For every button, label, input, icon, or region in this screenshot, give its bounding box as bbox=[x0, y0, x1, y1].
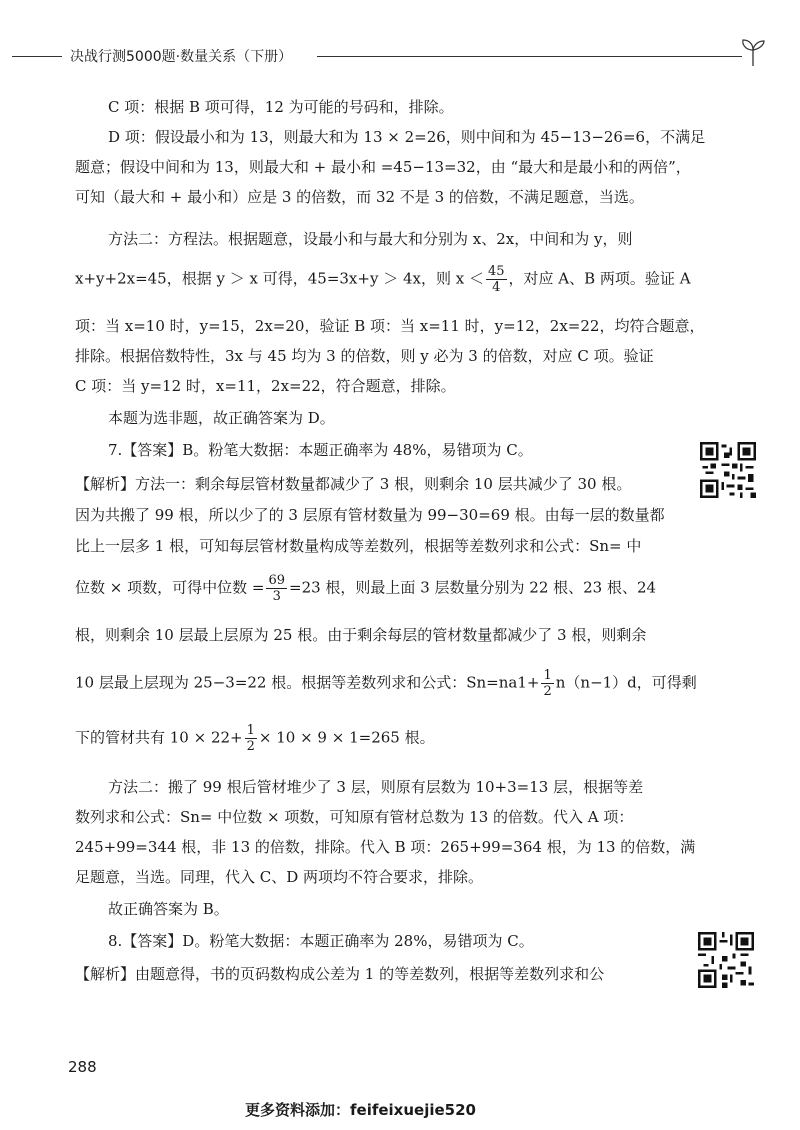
text-line: 足题意，当选。同理，代入 C、D 两项均不符合要求，排除。 bbox=[75, 868, 484, 886]
fraction-numerator: 1 bbox=[246, 723, 255, 738]
text-line: C 项：当 y=12 时，x=11，2x=22，符合题意，排除。 bbox=[75, 377, 456, 395]
fraction-numerator: 45 bbox=[487, 264, 505, 279]
text-segment: 位数 × 项数，可得中位数 = bbox=[75, 578, 265, 597]
fraction-numerator: 1 bbox=[543, 668, 552, 683]
text-segment: n（n−1）d，可得剩 bbox=[555, 673, 697, 692]
text-line: 排除。根据倍数特性，3x 与 45 均为 3 的倍数，则 y 必为 3 的倍数，对应 C 项。验证 bbox=[75, 347, 654, 365]
header-title: 决战行测5000题·数量关系（下册） bbox=[70, 49, 293, 65]
text-segment: x+y+2x=45，根据 y ＞ x 可得，45=3x+y ＞ 4x，则 x ＜ bbox=[75, 269, 484, 288]
text-segment: ，对应 A、B 两项。验证 A bbox=[508, 269, 691, 288]
text-line: 数列求和公式：Sn= 中位数 × 项数，可知原有管材总数为 13 的倍数。代入 A 项： bbox=[75, 808, 634, 826]
header-rule-right bbox=[317, 56, 742, 57]
text-line: 项：当 x=10 时，y=15，2x=20，验证 B 项：当 x=11 时，y=12，2x=22，均符合题意， bbox=[75, 317, 705, 335]
text-line-with-fraction bbox=[75, 264, 691, 295]
fraction-numerator: 69 bbox=[268, 573, 285, 588]
page-number: 288 bbox=[68, 1058, 97, 1076]
text-line-with-fraction bbox=[75, 723, 435, 754]
analysis-line: 【解析】方法一：剩余每层管材数量都减少了 3 根，则剩余 10 层共减少了 30 根。 bbox=[75, 475, 632, 493]
text-line: 因为共搬了 99 根，所以少了的 3 层原有管材数量为 99−30=69 根。由每一层的数量都 bbox=[75, 506, 665, 524]
text-line: D 项：假设最小和为 13，则最大和为 13 × 2=26，则中间和为 45−13−26=6，不满足 bbox=[108, 128, 706, 146]
text-line: 方法二：方程法。根据题意，设最小和与最大和分别为 x、2x，中间和为 y，则 bbox=[108, 230, 633, 248]
footer-note: 更多资料添加：feifeixuejie520 bbox=[245, 1101, 476, 1119]
fraction bbox=[266, 573, 287, 604]
text-line-with-fraction bbox=[75, 668, 697, 699]
text-line: 题意；假设中间和为 13，则最大和 + 最小和 =45−13=32，由 “最大和是最小和的两倍”， bbox=[75, 158, 691, 176]
answer-line: 8.【答案】D。粉笔大数据：本题正确率为 28%，易错项为 C。 bbox=[108, 932, 534, 950]
text-line: 方法二：搬了 99 根后管材堆少了 3 层，则原有层数为 10+3=13 层，根据等差 bbox=[108, 778, 644, 796]
qr-code-icon[interactable] bbox=[698, 932, 754, 988]
fraction bbox=[245, 723, 257, 754]
fraction-denominator: 2 bbox=[543, 684, 552, 699]
text-line-with-fraction bbox=[75, 573, 656, 604]
text-line: 可知（最大和 + 最小和）应是 3 的倍数，而 32 不是 3 的倍数，不满足题意，当选。 bbox=[75, 188, 644, 206]
text-segment: =23 根，则最上面 3 层数量分别为 22 根、23 根、24 bbox=[289, 578, 657, 597]
fraction bbox=[486, 264, 507, 295]
text-line: 本题为选非题，故正确答案为 D。 bbox=[108, 409, 335, 427]
sprout-icon bbox=[739, 38, 767, 68]
header-rule-left bbox=[12, 56, 62, 57]
fraction-denominator: 4 bbox=[492, 280, 501, 295]
text-segment: 下的管材共有 10 × 22+ bbox=[75, 728, 243, 747]
text-line: 比上一层多 1 根，可知每层管材数量构成等差数列，根据等差数列求和公式：Sn= 中 bbox=[75, 537, 642, 555]
text-segment: × 10 × 9 × 1=265 根。 bbox=[258, 728, 435, 747]
fraction bbox=[541, 668, 553, 699]
text-segment: 10 层最上层现为 25−3=22 根。根据等差数列求和公式：Sn=na1+ bbox=[75, 673, 540, 692]
text-line: 245+99=344 根，非 13 的倍数，排除。代入 B 项：265+99=364 根，为 13 的倍数，满 bbox=[75, 838, 696, 856]
fraction-denominator: 2 bbox=[246, 739, 255, 754]
qr-code-icon[interactable] bbox=[700, 442, 756, 498]
text-line: 根，则剩余 10 层最上层原为 25 根。由于剩余每层的管材数量都减少了 3 根，则剩余 bbox=[75, 626, 647, 644]
text-line: C 项：根据 B 项可得，12 为可能的号码和，排除。 bbox=[108, 98, 454, 116]
fraction-denominator: 3 bbox=[272, 589, 281, 604]
analysis-line: 【解析】由题意得，书的页码数构成公差为 1 的等差数列，根据等差数列求和公 bbox=[75, 965, 605, 983]
running-header bbox=[12, 44, 762, 68]
answer-line: 7.【答案】B。粉笔大数据：本题正确率为 48%，易错项为 C。 bbox=[108, 441, 533, 459]
text-line: 故正确答案为 B。 bbox=[108, 900, 229, 918]
